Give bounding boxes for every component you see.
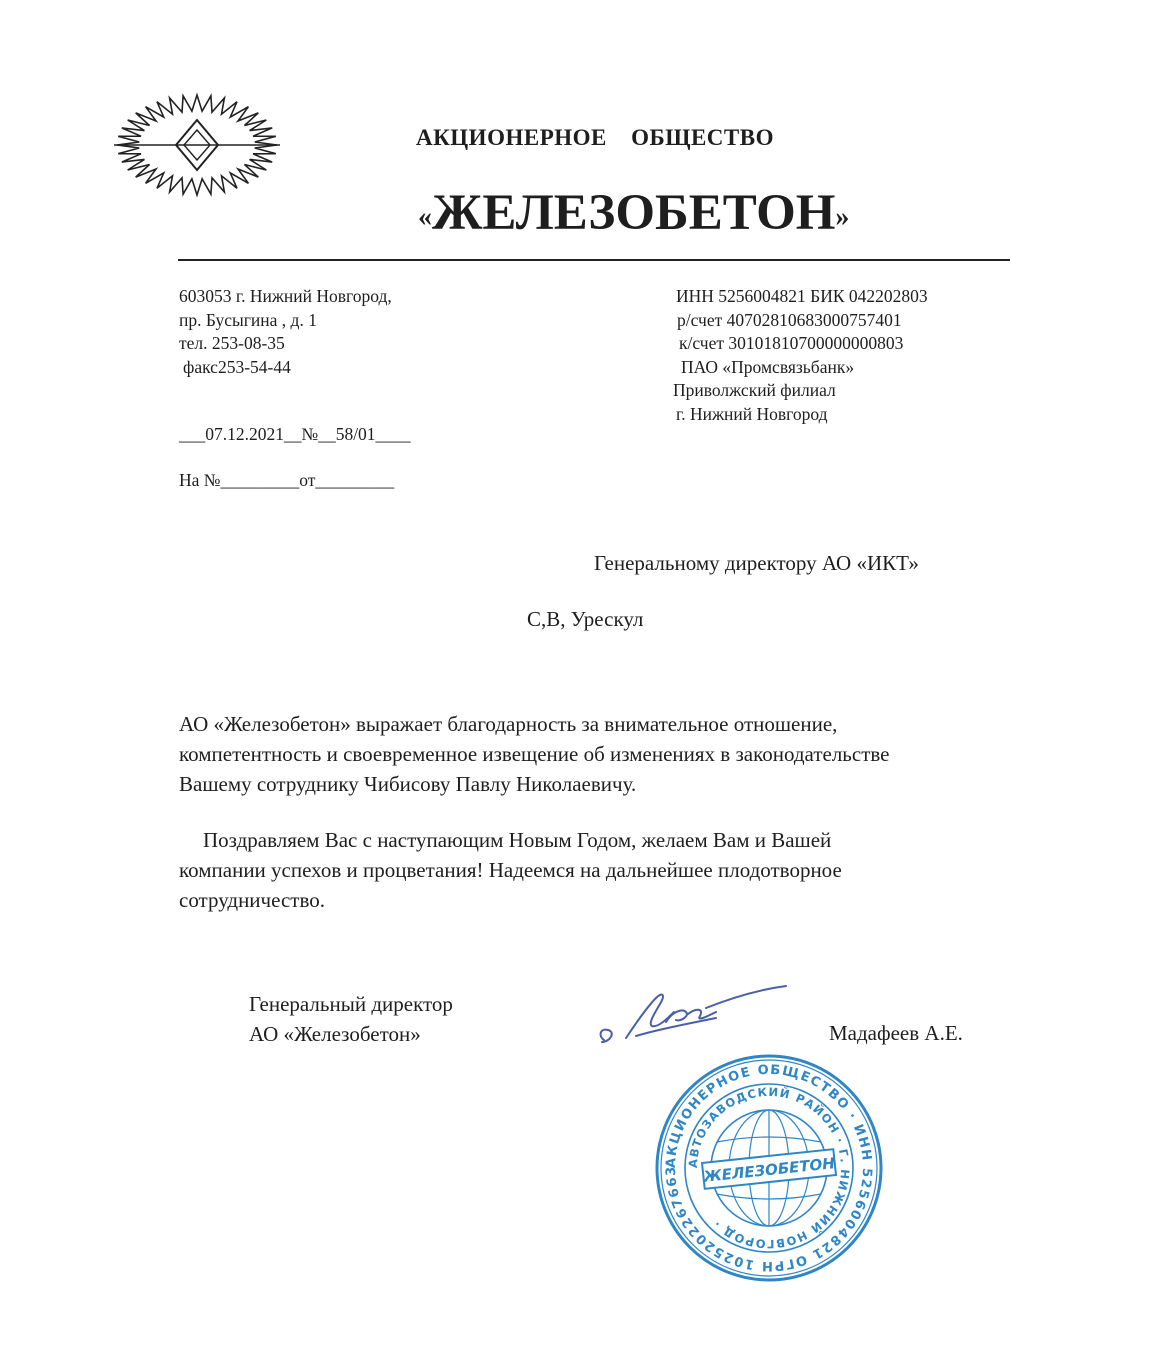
recipient-name: С,В, Урескул	[527, 607, 644, 631]
paragraph-line: компании успехов и процветания! Надеемся на дальнейшее плодотворное	[179, 858, 842, 882]
organization-name-block	[418, 184, 849, 242]
organization-name: ЖЕЛЕЗОБЕТОН	[432, 185, 836, 241]
account-line: р/счет 40702810683000757401	[677, 309, 902, 330]
address-block	[179, 285, 392, 379]
paragraph-line: сотрудничество.	[179, 888, 325, 912]
company-logo	[112, 90, 282, 205]
quote-close: »	[835, 201, 850, 233]
signer-name: Мадафеев А.Е.	[829, 1021, 963, 1045]
company-seal-icon	[653, 1052, 885, 1284]
letter-paragraph-2	[179, 825, 842, 915]
fax-line: факс253-54-44	[183, 356, 291, 377]
reference-number: На №_________от_________	[179, 470, 395, 490]
paragraph-line: компетентность и своевременное извещение об изменениях в законодательстве	[179, 742, 890, 766]
quote-open: «	[418, 201, 432, 233]
paragraph-line: Вашему сотруднику Чибисову Павлу Николаевичу.	[179, 772, 637, 796]
paragraph-line: Поздравляем Вас с наступающим Новым Годом, желаем Вам и Вашей	[203, 828, 832, 852]
seal-center-text: ЖЕЛЕЗОБЕТОН	[702, 1154, 836, 1186]
bank-city-line: г. Нижний Новгород	[676, 403, 828, 424]
signer-position	[249, 989, 453, 1049]
handwritten-signature-icon	[596, 978, 796, 1063]
seal-outer-text: АКЦИОНЕРНОЕ ОБЩЕСТВО · ИНН 5256004821 ОГРН 1025202267663	[663, 1062, 875, 1274]
header-divider	[178, 259, 1010, 261]
bank-branch-line: Приволжский филиал	[673, 380, 836, 400]
bank-details-block	[673, 285, 928, 426]
letter-paragraph-1	[179, 709, 889, 799]
corr-account-line: к/счет 30101810700000000803	[679, 333, 904, 353]
recipient-title: Генеральному директору АО «ИКТ»	[594, 551, 919, 575]
company-seal	[653, 1052, 885, 1289]
seal-inner-text: АВТОЗАВОДСКИЙ РАЙОН · Г. НИЖНИЙ НОВГОРОД ·	[685, 1084, 853, 1252]
organization-type: АКЦИОНЕРНОЕ ОБЩЕСТВО	[416, 125, 774, 150]
registration-number: ___07.12.2021__№__58/01____	[179, 424, 411, 444]
position-line: Генеральный директор	[249, 992, 453, 1016]
phone-line: тел. 253-08-35	[179, 333, 285, 353]
address-line: пр. Бусыгина , д. 1	[179, 309, 317, 330]
inn-bik-line: ИНН 5256004821 БИК 042202803	[676, 286, 928, 306]
position-line: АО «Железобетон»	[249, 1022, 421, 1046]
bank-name-line: ПАО «Промсвязьбанк»	[681, 356, 855, 377]
paragraph-line: АО «Железобетон» выражает благодарность за внимательное отношение,	[179, 712, 838, 736]
address-line: 603053 г. Нижний Новгород,	[179, 286, 392, 306]
sunburst-logo-icon	[112, 90, 282, 200]
